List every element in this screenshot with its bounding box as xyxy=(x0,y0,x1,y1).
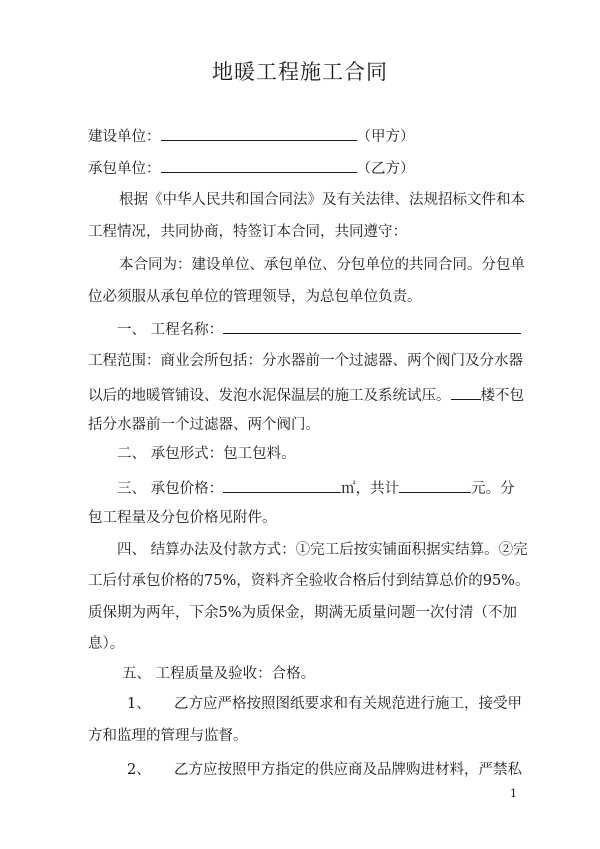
building-blank xyxy=(451,384,481,400)
section-3-unit: ㎡，共计 xyxy=(341,481,400,497)
page-number: 1 xyxy=(510,787,517,800)
section-4-line-4: 息）。 xyxy=(88,636,125,652)
party-a-line xyxy=(88,125,415,147)
project-name-blank xyxy=(223,318,521,334)
section-2-line: 二、 承包形式：包工包料。 xyxy=(117,446,296,462)
item-2-number: 2、 xyxy=(127,762,151,778)
document-title: 地暖工程施工合同 xyxy=(212,60,388,84)
section-5-line: 五、 工程质量及验收：合格。 xyxy=(122,666,316,682)
intro-line-2: 工程情况，共同协商，特签订本合同，共同遵守： xyxy=(88,224,407,240)
party-b-label: 承包单位： xyxy=(88,161,161,177)
p2-line-2: 位必须服从承包单位的管理领导，为总包单位负责。 xyxy=(88,289,422,305)
scope-line-2 xyxy=(88,384,524,406)
section-4-line-3: 质保期为两年，下余5%为质保金，期满无质量问题一次付清（不加 xyxy=(88,605,518,621)
item-1-line-2: 方和监理的管理与监督。 xyxy=(88,728,248,744)
item-1-number: 1、 xyxy=(127,696,151,712)
intro-line-1: 根据《中华人民共和国合同法》及有关法律、法规招标文件和本 xyxy=(119,192,525,208)
party-b-blank xyxy=(161,157,357,173)
scope-line-2-tail: 楼不包 xyxy=(480,388,524,404)
item-2-line-1: 乙方应按照甲方指定的供应商及品牌购进材料，严禁私 xyxy=(174,762,522,778)
scope-line-3: 括分水器前一个过滤器、两个阀门。 xyxy=(88,417,320,433)
party-a-blank xyxy=(161,125,357,141)
item-1-line-1: 乙方应严格按照图纸要求和有关规范进行施工，接受甲 xyxy=(174,696,522,712)
section-1-label: 一、 工程名称： xyxy=(117,322,224,338)
unit-price-blank xyxy=(223,477,341,493)
section-3-label: 三、 承包价格： xyxy=(117,481,224,497)
section-1-line xyxy=(117,318,521,340)
section-3-tail: 元。分 xyxy=(471,481,515,497)
total-blank xyxy=(399,477,471,493)
section-4-line-2: 工后付承包价格的75%，资料齐全验收合格后付到结算总价的95%。 xyxy=(88,573,530,589)
party-b-line xyxy=(88,157,415,179)
party-a-suffix: （甲方） xyxy=(356,129,415,145)
p2-line-1: 本合同为：建设单位、承包单位、分包单位的共同合同。分包单 xyxy=(119,257,525,273)
section-3-line-2: 包工程量及分包价格见附件。 xyxy=(88,510,277,526)
party-a-label: 建设单位： xyxy=(88,129,161,145)
section-3-line xyxy=(117,477,515,499)
section-4-line-1: 四、 结算办法及付款方式：①完工后按实铺面积据实结算。②完 xyxy=(117,542,528,558)
scope-line-1: 工程范围：商业会所包括：分水器前一个过滤器、两个阀门及分水器 xyxy=(88,353,523,369)
party-b-suffix: （乙方） xyxy=(356,161,415,177)
scope-line-2-text: 以后的地暖管铺设、发泡水泥保温层的施工及系统试压。 xyxy=(88,388,451,404)
